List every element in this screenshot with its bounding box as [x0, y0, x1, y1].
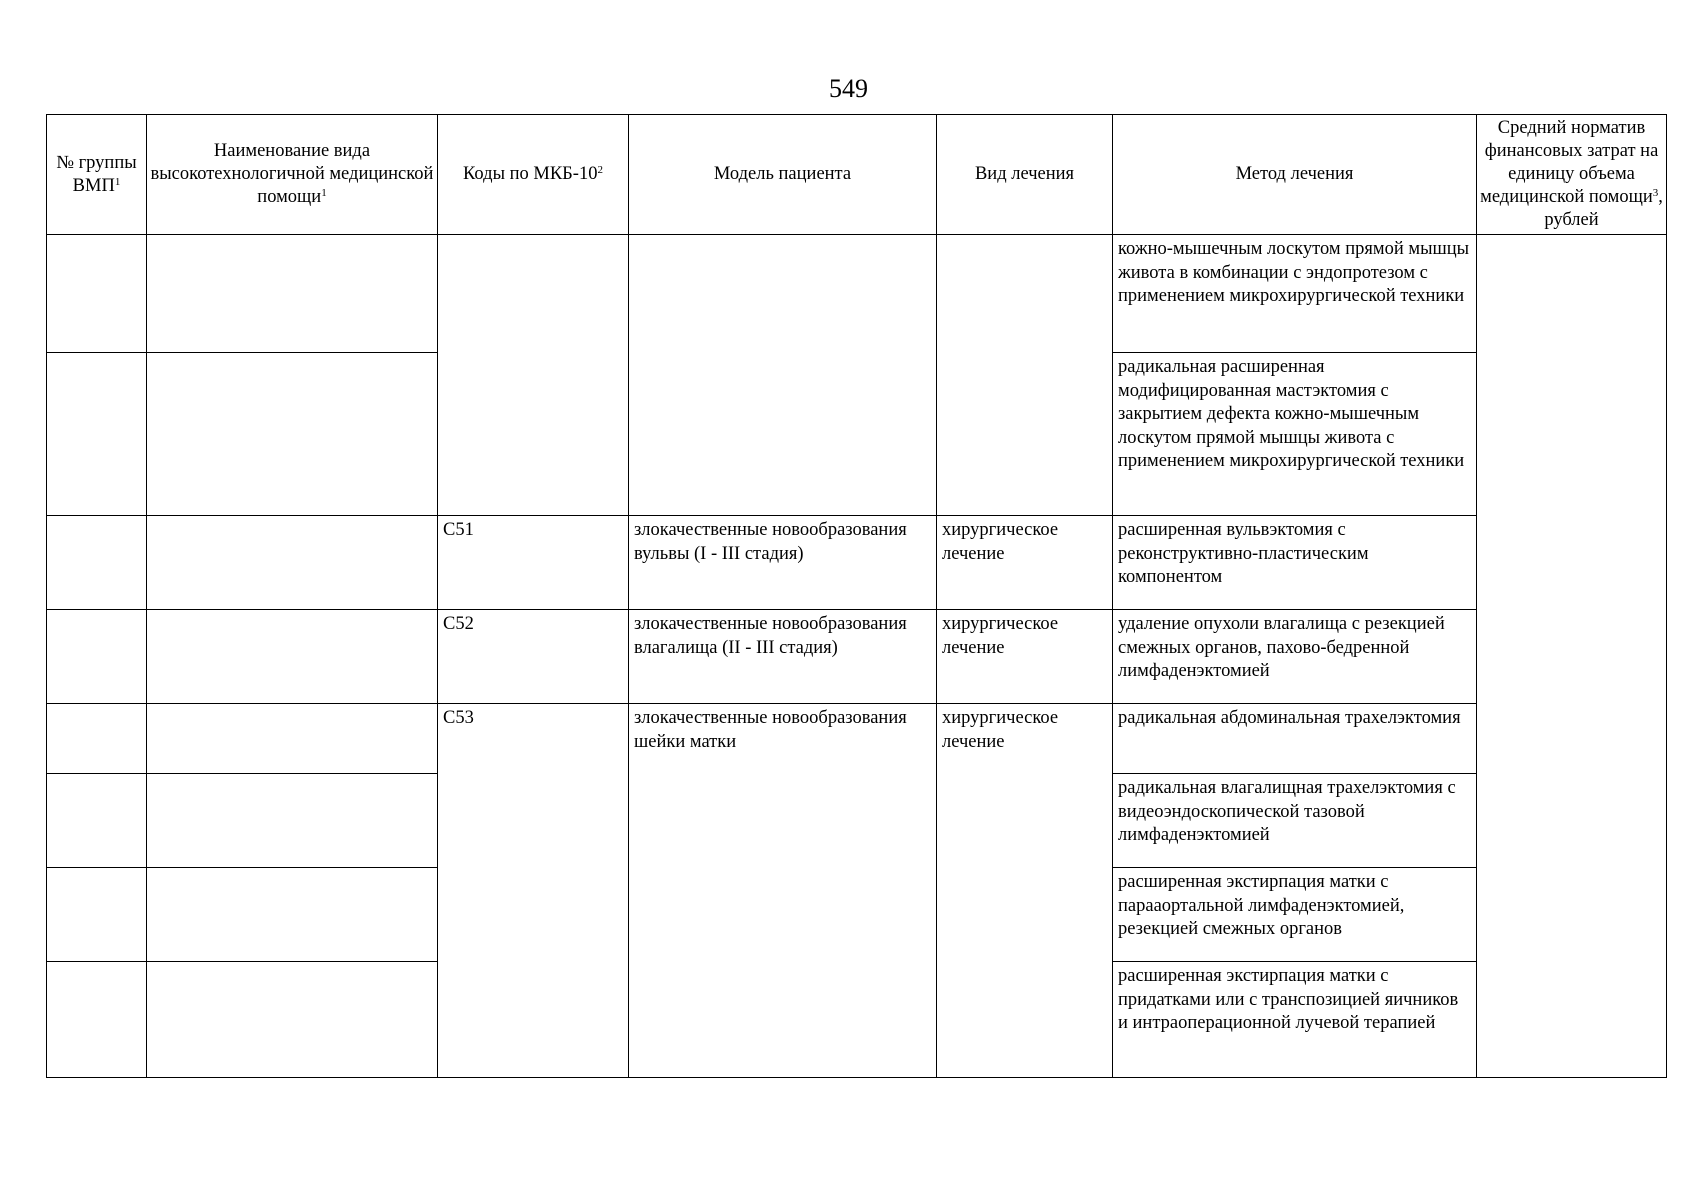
treatment-type-cell: хирургическое лечение: [937, 610, 1113, 704]
header-treatment-type: Вид лечения: [937, 115, 1113, 235]
patient-model-cell: злокачественные новообразования вульвы (I - III стадия): [629, 516, 937, 610]
table-row: [47, 704, 1667, 774]
icd-code-cell: C51: [438, 516, 629, 610]
treatment-type-cell: хирургическое лечение: [937, 516, 1113, 610]
type-name-cell: [147, 353, 438, 516]
header-group-no: № группы ВМП$^1$: [47, 115, 147, 235]
group-no-cell: [47, 704, 147, 774]
header-type-name: Наименование вида высокотехнологичной медицинской помощи$^1$: [147, 115, 438, 235]
header-icd-codes: Коды по МКБ-$10^2$: [438, 115, 629, 235]
treatment-method-cell: кожно-мышечным лоскутом прямой мышцы живота в комбинации с эндопротезом с применением микрохирургической техники: [1113, 235, 1477, 353]
treatment-method-cell: расширенная вульвэктомия с реконструктивно-пластическим компонентом: [1113, 516, 1477, 610]
header-treatment-method: Метод лечения: [1113, 115, 1477, 235]
type-name-cell: [147, 962, 438, 1078]
header-row: [47, 115, 1667, 235]
page-number: 549: [829, 74, 868, 103]
type-name-cell: [147, 774, 438, 868]
group-no-cell: [47, 353, 147, 516]
type-name-cell: [147, 704, 438, 774]
cost-norm-cell: [1477, 235, 1667, 1078]
group-no-cell: [47, 868, 147, 962]
type-name-cell: [147, 610, 438, 704]
treatment-method-cell: радикальная абдоминальная трахелэктомия: [1113, 704, 1477, 774]
type-name-cell: [147, 235, 438, 353]
icd-code-cell: C52: [438, 610, 629, 704]
patient-model-cell: злокачественные новообразования влагалища (II - III стадия): [629, 610, 937, 704]
treatment-method-cell: радикальная расширенная модифицированная мастэктомия с закрытием дефекта кожно-мышечным лоскутом прямой мышцы живота с применением микрохирургической техники: [1113, 353, 1477, 516]
icd-code-cell: C53: [438, 704, 629, 1078]
table-row: [47, 235, 1667, 353]
vmp-table: [46, 114, 1667, 1078]
group-no-cell: [47, 610, 147, 704]
header-patient-model: Модель пациента: [629, 115, 937, 235]
treatment-method-cell: расширенная экстирпация матки с парааортальной лимфаденэктомией, резекцией смежных органов: [1113, 868, 1477, 962]
type-name-cell: [147, 868, 438, 962]
patient-model-cell: [629, 235, 937, 516]
group-no-cell: [47, 235, 147, 353]
treatment-type-cell: [937, 235, 1113, 516]
treatment-type-cell: хирургическое лечение: [937, 704, 1113, 1078]
icd-code-cell: [438, 235, 629, 516]
group-no-cell: [47, 962, 147, 1078]
patient-model-cell: злокачественные новообразования шейки матки: [629, 704, 937, 1078]
table-row: [47, 610, 1667, 704]
header-cost-norm: Средний норматив финансовых затрат на единицу объема медицинской помощи$^3$, рублей: [1477, 115, 1667, 235]
treatment-method-cell: радикальная влагалищная трахелэктомия с видеоэндоскопической тазовой лимфаденэктомией: [1113, 774, 1477, 868]
treatment-method-cell: удаление опухоли влагалища с резекцией смежных органов, пахово-бедренной лимфаденэктомией: [1113, 610, 1477, 704]
type-name-cell: [147, 516, 438, 610]
group-no-cell: [47, 516, 147, 610]
group-no-cell: [47, 774, 147, 868]
treatment-method-cell: расширенная экстирпация матки с придатками или с транспозицией яичников и интраоперационной лучевой терапией: [1113, 962, 1477, 1078]
table-row: [47, 516, 1667, 610]
